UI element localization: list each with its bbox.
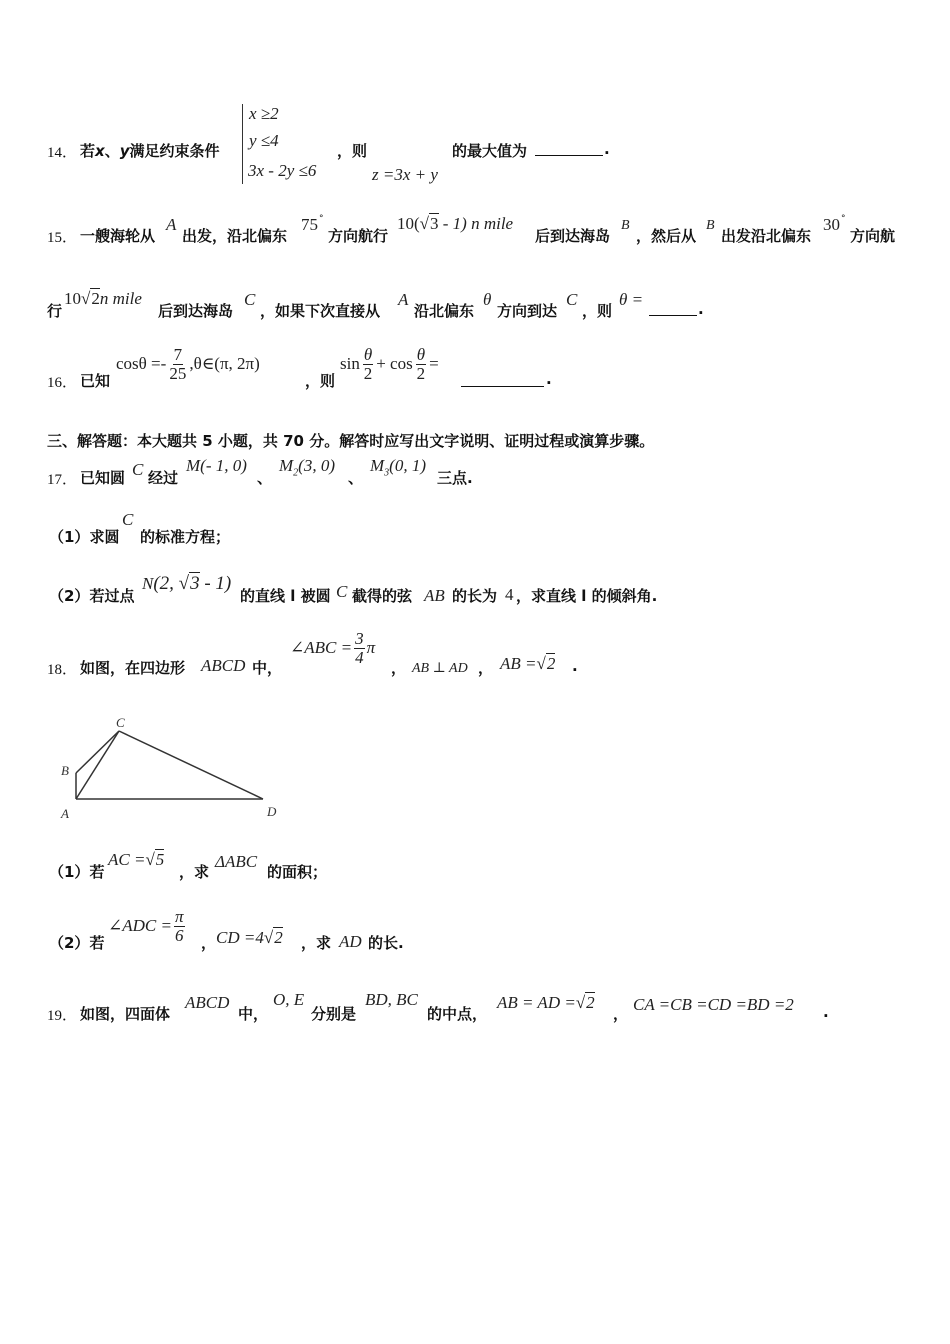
q15-distance-2: 10√2n mile [64,289,142,308]
q17-n-post: - 1) [199,573,232,594]
q18-p1-triangle: ΔABC [215,852,258,871]
q18-angle-den: 4 [355,647,364,667]
q14-objective: z =3x + y [372,165,438,184]
q15-d1-rad: 3 [430,214,439,233]
q18-angle-pi: π [366,638,376,658]
q14-then: ，则 [337,142,368,160]
q15-t8: 行 [47,302,63,320]
q18-comma1: ， [391,659,407,677]
q17-m1-coords: (- 1, 0) [200,456,247,475]
q15-t3: 方向航行 [328,227,389,245]
q14-constraint-3: 3x - 2y ≤6 [248,161,317,180]
q15-t4: 后到达海岛 [535,227,611,245]
q15-point-a2: A [398,290,409,309]
q17-p2-t4: 的长为 [452,587,498,605]
q18-p2-label: （2） [49,934,90,952]
q19-comma: ， [613,1005,629,1023]
q18-p2-t3: 的长. [368,934,404,952]
q18-p1-label: （1） [49,863,90,881]
q18-p2-fraction [174,908,185,945]
q17-p1-t1: 求圆 [89,528,120,546]
q16-end: . [546,370,552,388]
q15-answer-blank[interactable] [649,301,697,316]
q17-n-coords: (2, √3 - 1) [153,573,232,594]
q18-t1: 如图，在四边形 [80,659,186,677]
q16-two-1: 2 [363,363,373,383]
q18-edge-bc [76,731,119,773]
q15-t7: 方向航 [850,227,896,245]
q16-answer-blank[interactable] [461,372,544,387]
q16-t2: ，则 [305,372,336,390]
q15-point-c: C [244,290,256,309]
q18-p2-t1: 若 [89,934,105,952]
q15-t9: 后到达海岛 [158,302,234,320]
q19-ab-ad-eq: AB = AD = [497,993,576,1012]
q17-number: 17． [47,472,78,488]
q14-answer-blank[interactable] [535,141,603,156]
q16-number: 16． [47,375,78,391]
q18-part1 [49,861,104,882]
q17-n-rad: 3 [190,573,200,594]
q18-p1-t1: 若 [89,863,105,881]
q18-quad: ABCD [201,656,246,675]
q19-t2: 中， [238,1005,269,1023]
q14-constraint-brace [242,104,243,184]
q16-range: ,θ∈(π, 2π) [189,354,260,374]
q16-cos-pre: cosθ =- [116,354,167,374]
q16-t1: 已知 [80,372,111,390]
q18-p1-ac: AC =√5 [108,850,165,869]
q16-sin: sin [340,354,360,374]
q17-p2-t1: 若过点 [89,587,135,605]
q18-p1-t2: ，求 [179,863,210,881]
q16-half-theta-1 [363,346,373,383]
q18-p2-t2: ，求 [301,934,332,952]
q15-number: 15． [47,230,78,246]
q16-sum-expr [340,346,439,383]
q14-ask: 的最大值为 [452,142,528,160]
q15-deg2: 30 [823,215,840,234]
q15-t12: 方向到达 [497,302,558,320]
q17-m1-label: M [186,456,201,475]
q14-prefix: 若 [80,142,96,160]
q17-n-pre: (2, [153,573,179,594]
q17-m3 [370,456,426,478]
q19-tetra: ABCD [185,993,230,1012]
q18-p2-ad: AD [339,932,362,951]
q19-lengths: CA =CB =CD =BD =2 [633,995,794,1014]
q17-circle-c: C [132,460,144,479]
q15-t13: ，则 [582,302,613,320]
q15-point-b2: B [706,218,715,233]
q14-constraint-2: y ≤4 [249,131,279,150]
q19-t4: 的中点， [427,1005,488,1023]
q15-t11: 沿北偏东 [414,302,475,320]
q17-point-n [142,573,231,595]
q15-theta-eq: θ = [619,290,644,309]
q18-p2-rad: 2 [274,928,283,947]
q15-t5: ，然后从 [636,227,697,245]
q18-angle-fraction [354,630,365,667]
q18-t2: 中， [252,659,283,677]
q17-part1 [49,526,119,547]
q16-cos-expr [116,346,260,383]
q16-half-theta-2 [416,346,426,383]
section-3-heading: 三、解答题：本大题共 5 小题，共 70 分。解答时应写出文字说明、证明过程或演算步骤。 [47,432,655,450]
q17-m2-label: M [279,456,294,475]
q16-plus-cos: + cos [376,354,413,374]
q17-chord-ab: AB [424,586,445,605]
q17-t2: 经过 [148,469,179,487]
q17-p1-circle-c: C [122,510,134,529]
q19-bdbc: BD, BC [365,990,418,1009]
q19-t3: 分别是 [311,1005,357,1023]
q18-perp: AB ⊥ AD [412,661,468,676]
q17-d1: 、 [257,469,273,487]
q15-deg1: 75 [301,215,318,234]
q17-p2-t5: ，求直线 l 的倾斜角. [516,587,658,605]
q15-t10: ，如果下次直接从 [260,302,381,320]
q14-var-y: y [119,142,130,160]
q18-p2-cd: CD =4√2 [216,928,283,947]
q18-edge-ac [76,731,119,799]
q18-p1-ac-eq: AC = [108,850,146,869]
q18-p2-frac-den: 6 [174,925,184,945]
q18-ab-rad: 2 [546,654,556,673]
q15-theta: θ [483,290,492,309]
q17-m3-sub: 3 [384,467,390,479]
q19-ab-ad: AB = AD =√2 [497,993,595,1012]
q17-m3-label: M [370,456,385,475]
q16-fraction [169,346,186,383]
q18-part2 [49,932,104,953]
q15-d1-post: - 1) n mile [438,214,514,233]
q16-theta-1: θ [363,345,373,364]
q17-m2 [279,456,335,478]
q17-p2-circle-c: C [336,582,348,601]
q16-frac-den: 25 [169,363,187,383]
q18-edge-cd [119,731,263,799]
q17-p2-label: （2） [49,587,90,605]
q18-ab-eq: AB = [500,654,537,673]
q14-sep: 、 [104,142,120,160]
q17-chord-length: 4 [505,585,514,604]
q16-frac-num: 7 [173,345,183,364]
q16-two-2: 2 [416,363,426,383]
q17-m1 [186,456,247,476]
q15-d2-pre: 10 [64,289,81,308]
q19-number: 19． [47,1008,78,1024]
q19-t1: 如图，四面体 [80,1005,171,1023]
q17-m3-coords: (0, 1) [389,456,426,475]
q18-p2-frac-num: π [174,907,184,926]
q18-angle-abc [290,630,375,667]
q18-p1-rad: 5 [155,850,165,869]
q18-p2-angle-label: ∠ADC = [108,916,172,936]
q15-point-c2: C [566,290,578,309]
q14-var-x: x [95,142,105,160]
q18-p2-comma: ， [201,934,217,952]
q18-p2-cd-eq: CD =4 [216,928,264,947]
q17-t3: 三点. [437,469,473,487]
q14-constraint-1: x ≥2 [249,104,279,123]
q18-number: 18． [47,662,78,678]
q18-end: . [572,657,578,675]
q18-label-c: C [116,715,125,730]
q18-label-b: B [61,763,69,778]
q17-d2: 、 [348,469,364,487]
q18-angle-label: ∠ABC = [290,638,353,658]
q16-eq: = [429,354,439,374]
q18-angle-num: 3 [355,629,364,648]
q19-rad: 2 [586,993,595,1012]
q18-label-a: A [61,806,69,821]
q15-t1: 一艘海轮从 [80,227,156,245]
q15-t2: 出发，沿北偏东 [182,227,288,245]
q14-number: 14． [47,145,78,161]
q19-end: . [823,1003,829,1021]
q16-theta-2: θ [416,345,426,364]
q17-m2-coords: (3, 0) [298,456,335,475]
q15-end: . [698,300,704,318]
q15-t6: 出发沿北偏东 [721,227,812,245]
q18-ab-length: AB =√2 [500,654,556,673]
q19-oe: O, E [273,990,305,1009]
q18-comma2: ， [478,659,494,677]
q18-p1-t3: 的面积； [267,863,328,881]
q15-d2-post: n mile [99,289,142,308]
q15-d2-rad: 2 [91,289,100,308]
q14-mid: 满足约束条件 [129,142,220,160]
q14-text [80,140,220,161]
q17-p2-t2: 的直线 l 被圆 [240,587,331,605]
q17-t1: 已知圆 [80,469,126,487]
q17-p2-t3: 截得的弦 [352,587,413,605]
q15-degree-mark-2: ° [841,214,846,224]
q15-d1-pre: 10( [397,214,420,233]
q18-figure [55,712,290,824]
q17-p1-t2: 的标准方程； [140,528,231,546]
q17-m2-sub: 2 [293,467,299,479]
q15-distance-1: 10(√3 - 1) n mile [397,214,514,233]
q15-degree-mark-1: ° [319,214,324,224]
q17-part2 [49,585,134,606]
q17-n-label: N [142,574,154,593]
q18-p2-angle [108,908,187,945]
q15-point-a: A [166,215,177,234]
q18-label-d: D [267,804,277,819]
q14-end: . [604,140,610,158]
q15-point-b: B [621,218,630,233]
q17-p1-label: （1） [49,528,90,546]
